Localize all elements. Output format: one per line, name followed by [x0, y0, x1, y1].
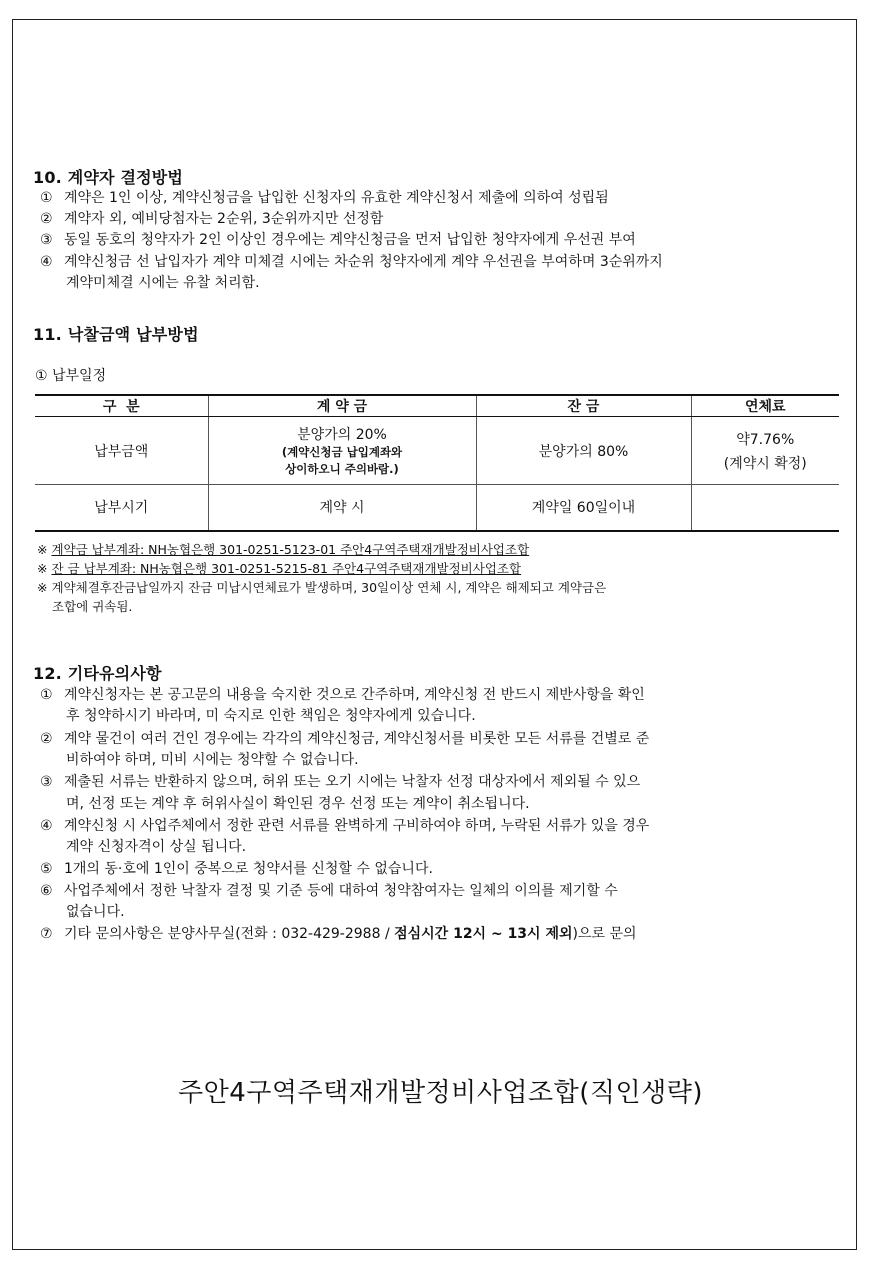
- section-12-title: 12. 기타유의사항: [33, 664, 162, 683]
- header-deposit: 계 약 금: [208, 395, 476, 417]
- issuer-signature: 주안4구역주택재개발정비사업조합(직인생략): [177, 1078, 704, 1108]
- sec12-item-1-cont: 후 청약하시기 바라며, 미 숙지로 인한 책임은 청약자에게 있습니다.: [66, 708, 476, 724]
- item-text: 1개의 동·호에 1인이 중복으로 청약서를 신청할 수 없습니다.: [64, 861, 433, 877]
- note-text: 계약체결후잔금납일까지 잔금 미납시연체료가 발생하며, 30일이상 연체 시, 계약은 해제되고 계약금은: [51, 580, 607, 595]
- payment-table: [35, 394, 839, 532]
- header-late-fee: 연체료: [691, 395, 839, 417]
- item-text: 계약은 1인 이상, 계약신청금을 납입한 신청자의 유효한 계약신청서 제출에 의하여 성립됨: [64, 190, 609, 206]
- deposit-note-line2: 상이하오니 주의바람.): [285, 461, 399, 476]
- note-mark: ※: [37, 580, 48, 595]
- sec10-item-3: [40, 231, 636, 250]
- sec10-item-1: [40, 189, 609, 208]
- item-number: ⑤: [40, 861, 53, 877]
- sec12-item-2-cont: 비하여야 하며, 미비 시에는 청약할 수 없습니다.: [66, 752, 359, 768]
- sec12-item-1: [40, 686, 645, 705]
- note-late-fee: [37, 579, 606, 596]
- schedule-label: ① 납부일정: [35, 368, 107, 384]
- table-row: [35, 417, 839, 485]
- late-fee-timing: [691, 485, 839, 531]
- row-label-timing: 납부시기: [35, 485, 208, 531]
- note-late-fee-cont: 조합에 귀속됨.: [52, 599, 133, 614]
- sec12-item-6-cont: 없습니다.: [66, 904, 125, 920]
- sec12-item-7: [40, 925, 637, 944]
- item-text: 계약신청금 선 납입자가 계약 미체결 시에는 차순위 청약자에게 계약 우선권을 부여하며 3순위까지: [64, 254, 663, 270]
- note-text: 잔 금 납부계좌: NH농협은행 301-0251-5215-81 주안4구역주택재개발정비사업조합: [51, 561, 522, 576]
- sec10-item-4: [40, 253, 663, 272]
- table-row: [35, 485, 839, 531]
- sec12-item-3: [40, 773, 640, 792]
- late-fee-rate: 약7.76%: [736, 431, 795, 448]
- item-text: 제출된 서류는 반환하지 않으며, 허위 또는 오기 시에는 낙찰자 선정 대상자에서 제외될 수 있으: [64, 774, 641, 790]
- deposit-amount-cell: [208, 417, 476, 485]
- item-number: ④: [40, 818, 53, 834]
- sec12-item-5: [40, 860, 433, 879]
- item-text: 계약 물건이 여러 건인 경우에는 각각의 계약신청금, 계약신청서를 비롯한 모든 서류를 건별로 준: [64, 731, 650, 747]
- late-fee-note: (계약시 확정): [723, 455, 807, 472]
- sec12-item-4-cont: 계약 신청자격이 상실 됩니다.: [66, 839, 247, 855]
- header-category: 구 분: [35, 395, 208, 417]
- item-number: ①: [40, 190, 53, 206]
- note-text: 계약금 납부계좌: NH농협은행 301-0251-5123-01 주안4구역주택재개발정비사업조합: [51, 542, 530, 557]
- item-number: ①: [40, 687, 53, 703]
- item-number: ⑦: [40, 926, 53, 942]
- sec10-item-4-cont: 계약미체결 시에는 유찰 처리함.: [66, 275, 260, 291]
- sec12-item-2: [40, 730, 649, 749]
- item-text-end: )으로 문의: [572, 926, 637, 942]
- lunch-hours-note: 점심시간 12시 ~ 13시 제외: [394, 926, 573, 942]
- table-header-row: [35, 395, 839, 417]
- item-number: ⑥: [40, 883, 53, 899]
- sec12-item-4: [40, 817, 649, 836]
- balance-timing: 계약일 60일이내: [476, 485, 691, 531]
- header-balance: 잔 금: [476, 395, 691, 417]
- note-balance-account: [37, 560, 521, 577]
- late-fee-cell: [691, 417, 839, 485]
- deposit-note-line1: (계약신청금 납입계좌와: [281, 444, 403, 459]
- item-number: ④: [40, 254, 53, 270]
- note-mark: ※: [37, 542, 48, 557]
- item-number: ②: [40, 211, 53, 227]
- row-label-amount: 납부금액: [35, 417, 208, 485]
- item-text: 사업주체에서 정한 낙찰자 결정 및 기준 등에 대하여 청약참여자는 일체의 이의를 제기할 수: [64, 883, 618, 899]
- note-mark: ※: [37, 561, 48, 576]
- sec12-item-6: [40, 882, 618, 901]
- section-10-title: 10. 계약자 결정방법: [33, 168, 184, 187]
- item-text: 계약신청 시 사업주체에서 정한 관련 서류를 완벽하게 구비하여야 하며, 누락된 서류가 있을 경우: [64, 818, 650, 834]
- item-text: 동일 동호의 청약자가 2인 이상인 경우에는 계약신청금을 먼저 납입한 청약자에게 우선권 부여: [64, 232, 636, 248]
- sec12-item-3-cont: 며, 선정 또는 계약 후 허위사실이 확인된 경우 선정 또는 계약이 취소됩니다.: [66, 796, 530, 812]
- item-number: ②: [40, 731, 53, 747]
- item-text: 계약자 외, 예비당첨자는 2순위, 3순위까지만 선정함: [64, 211, 384, 227]
- deposit-amount: 분양가의 20%: [297, 426, 387, 443]
- deposit-timing: 계약 시: [208, 485, 476, 531]
- sec10-item-2: [40, 210, 383, 229]
- item-text: 기타 문의사항은 분양사무실(전화 : 032-429-2988 /: [64, 926, 395, 942]
- item-number: ③: [40, 774, 53, 790]
- note-deposit-account: [37, 541, 529, 558]
- item-number: ③: [40, 232, 53, 248]
- section-11-title: 11. 낙찰금액 납부방법: [33, 325, 199, 344]
- item-text: 계약신청자는 본 공고문의 내용을 숙지한 것으로 간주하며, 계약신청 전 반드시 제반사항을 확인: [64, 687, 645, 703]
- balance-amount: 분양가의 80%: [476, 417, 691, 485]
